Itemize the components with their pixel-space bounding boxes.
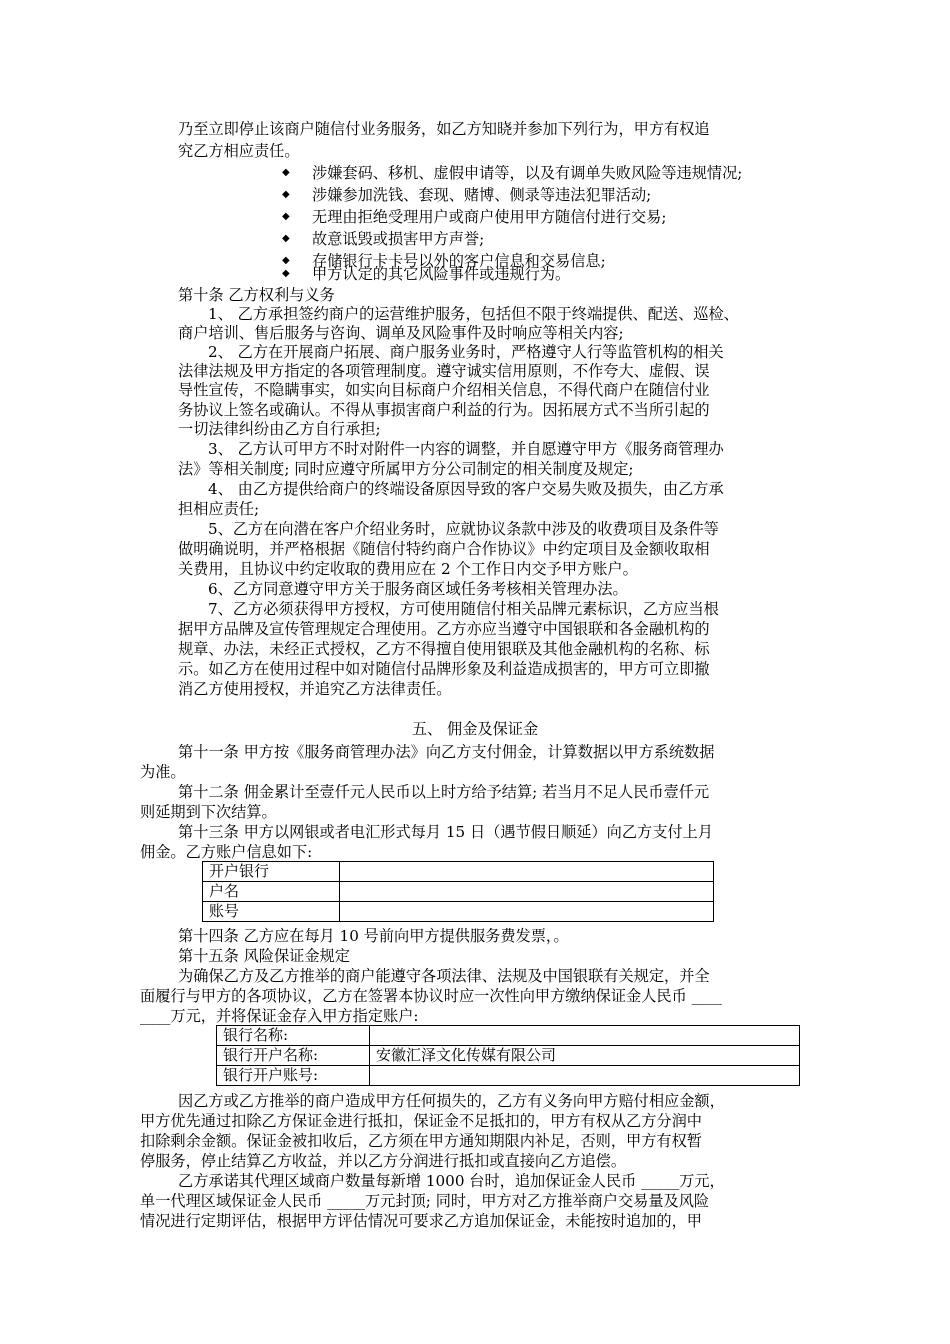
text-line: 一切法律纠纷由乙方自行承担;: [178, 420, 381, 438]
table-value-cell: [370, 1026, 800, 1046]
text-line: 据甲方品牌及宣传管理规定合理使用。乙方亦应当遵守中国银联和各金融机构的: [178, 620, 710, 638]
text-line: 乙方承诺其代理区域商户数量每新增 1000 台时，追加保证金人民币 _____万元，: [178, 1172, 725, 1190]
table-row: [217, 1046, 800, 1066]
text-line: 示。如乙方在使用过程中如对随信付品牌形象及利益造成损害的，甲方可立即撤: [178, 660, 710, 678]
text-line: 乃至立即停止该商户随信付业务服务，如乙方知晓并参加下列行为，甲方有权追: [178, 120, 710, 138]
article-heading: 第十三条 甲方以网银或者电汇形式每月 15 日（遇节假日顺延）向乙方支付上月: [178, 823, 713, 841]
article-heading: 第十五条 风险保证金规定: [178, 947, 350, 965]
text-line: 为准。: [140, 763, 186, 781]
diamond-bullet-icon: ◆: [282, 189, 290, 200]
text-line: 1、 乙方承担签约商户的运营维护服务，包括但不限于终端提供、配送、巡检、: [208, 305, 739, 323]
text-line: 4、 由乙方提供给商户的终端设备原因导致的客户交易失败及损失，由乙方承: [208, 480, 724, 498]
text-line: 因乙方或乙方推举的商户造成甲方任何损失的，乙方有义务向甲方赔付相应金额，: [178, 1092, 725, 1110]
text-line: 5、乙方在向潜在客户介绍业务时，应就协议条款中涉及的收费项目及条件等: [208, 520, 719, 538]
diamond-bullet-icon: ◆: [282, 233, 290, 244]
text-line: 单一代理区域保证金人民币 _____万元封顶; 同时，甲方对乙方推举商户交易量及风险: [140, 1192, 710, 1210]
text-line: 6、乙方同意遵守甲方关于服务商区域任务考核相关管理办法。: [208, 580, 628, 598]
table-row: [203, 882, 714, 902]
text-line: 佣金。乙方账户信息如下:: [140, 843, 313, 861]
text-line: 甲方优先通过扣除乙方保证金进行抵扣，保证金不足抵扣的，甲方有权从乙方分润中: [140, 1112, 702, 1130]
text-line: 做明确说明，并严格根据《随信付特约商户合作协议》中约定项目及金额收取相: [178, 540, 710, 558]
table-row: [203, 902, 714, 922]
diamond-bullet-icon: ◆: [282, 255, 290, 266]
text-line: 务协议上签名或确认。不得从事损害商户利益的行为。因拓展方式不当所引起的: [178, 401, 710, 419]
text-line: 关费用，且协议中约定收取的费用应在 2 个工作日内交予甲方账户。: [178, 560, 638, 578]
text-line: 规章、办法，未经正式授权，乙方不得擅自使用银联及其他金融机构的名称、标: [178, 640, 710, 658]
table-label-cell: 银行开户名称:: [217, 1046, 370, 1066]
article-heading: 第十条 乙方权利与义务: [178, 286, 335, 304]
table-label-cell: 银行名称:: [217, 1026, 370, 1046]
text-line: 担相应责任;: [178, 500, 260, 518]
text-line: 停服务，停止结算乙方收益，并以乙方分润进行抵扣或直接向乙方追偿。: [140, 1152, 626, 1170]
bullet-item: 故意诋毁或损害甲方声誉;: [312, 230, 485, 248]
bullet-item: 存储银行卡卡号以外的客户信息和交易信息;: [312, 252, 606, 270]
table-label-cell: 银行开户账号:: [217, 1066, 370, 1086]
text-line: 则延期到下次结算。: [140, 803, 277, 821]
text-line: 消乙方使用授权，并追究乙方法律责任。: [178, 680, 452, 698]
table-value-cell: 安徽汇泽文化传媒有限公司: [370, 1046, 800, 1066]
table-value-cell: [370, 1066, 800, 1086]
table-value-cell: [340, 902, 714, 922]
bullet-item: 甲方认定的其它风险事件或违规行为。: [312, 265, 571, 283]
table-row: [217, 1066, 800, 1086]
bank-account-table: [216, 1025, 800, 1086]
bullet-item: 涉嫌套码、移机、虚假申请等，以及有调单失败风险等违规情况;: [312, 164, 743, 182]
table-label-cell: 户名: [203, 882, 340, 902]
article-heading: 第十四条 乙方应在每月 10 号前向甲方提供服务费发票，。: [178, 927, 569, 945]
table-label-cell: 账号: [203, 902, 340, 922]
account-info-table: [202, 861, 714, 922]
text-line: 法律法规及甲方指定的各项管理制度。遵守诚实信用原则，不作夸大、虚假、误: [178, 362, 710, 380]
text-line: 面履行与甲方的各项协议，乙方在签署本协议时应一次性向甲方缴纳保证金人民币 ____: [140, 987, 722, 1005]
text-line: 法》等相关制度; 同时应遵守所属甲方分公司制定的相关制度及规定;: [178, 460, 634, 478]
text-line: 导性宣传，不隐瞒事实，如实向目标商户介绍相关信息，不得代商户在随信付业: [178, 381, 710, 399]
text-line: 2、 乙方在开展商户拓展、商户服务业务时，严格遵守人行等监管机构的相关: [208, 343, 724, 361]
text-line: 究乙方相应责任。: [178, 142, 300, 160]
diamond-bullet-icon: ◆: [282, 211, 290, 222]
text-line: 3、 乙方认可甲方不时对附件一内容的调整，并自愿遵守甲方《服务商管理办: [208, 440, 724, 458]
section-title: 五、 佣金及保证金: [411, 720, 539, 738]
text-line: 为确保乙方及乙方推举的商户能遵守各项法律、法规及中国银联有关规定，并全: [178, 967, 710, 985]
table-row: [217, 1026, 800, 1046]
bullet-item: 涉嫌参加洗钱、套现、赌博、侧录等违法犯罪活动;: [312, 186, 652, 204]
text-line: ____万元，并将保证金存入甲方指定账户:: [140, 1007, 419, 1025]
table-row: [203, 862, 714, 882]
text-line: 商户培训、售后服务与咨询、调单及风险事件及时响应等相关内容;: [178, 324, 624, 342]
text-line: 扣除剩余金额。保证金被扣收后，乙方须在甲方通知期限内补足，否则，甲方有权暂: [140, 1132, 702, 1150]
diamond-bullet-icon: ◆: [282, 268, 290, 279]
table-value-cell: [340, 862, 714, 882]
bullet-item: 无理由拒绝受理用户或商户使用甲方随信付进行交易;: [312, 208, 667, 226]
diamond-bullet-icon: ◆: [282, 167, 290, 178]
table-value-cell: [340, 882, 714, 902]
table-label-cell: 开户银行: [203, 862, 340, 882]
article-heading: 第十一条 甲方按《服务商管理办法》向乙方支付佣金，计算数据以甲方系统数据: [178, 743, 715, 761]
text-line: 情况进行定期评估，根据甲方评估情况可要求乙方追加保证金，未能按时追加的，甲: [140, 1212, 702, 1230]
text-line: 7、乙方必须获得甲方授权，方可使用随信付相关品牌元素标识，乙方应当根: [208, 600, 719, 618]
article-heading: 第十二条 佣金累计至壹仟元人民币以上时方给予结算; 若当月不足人民币壹仟元: [178, 783, 710, 801]
